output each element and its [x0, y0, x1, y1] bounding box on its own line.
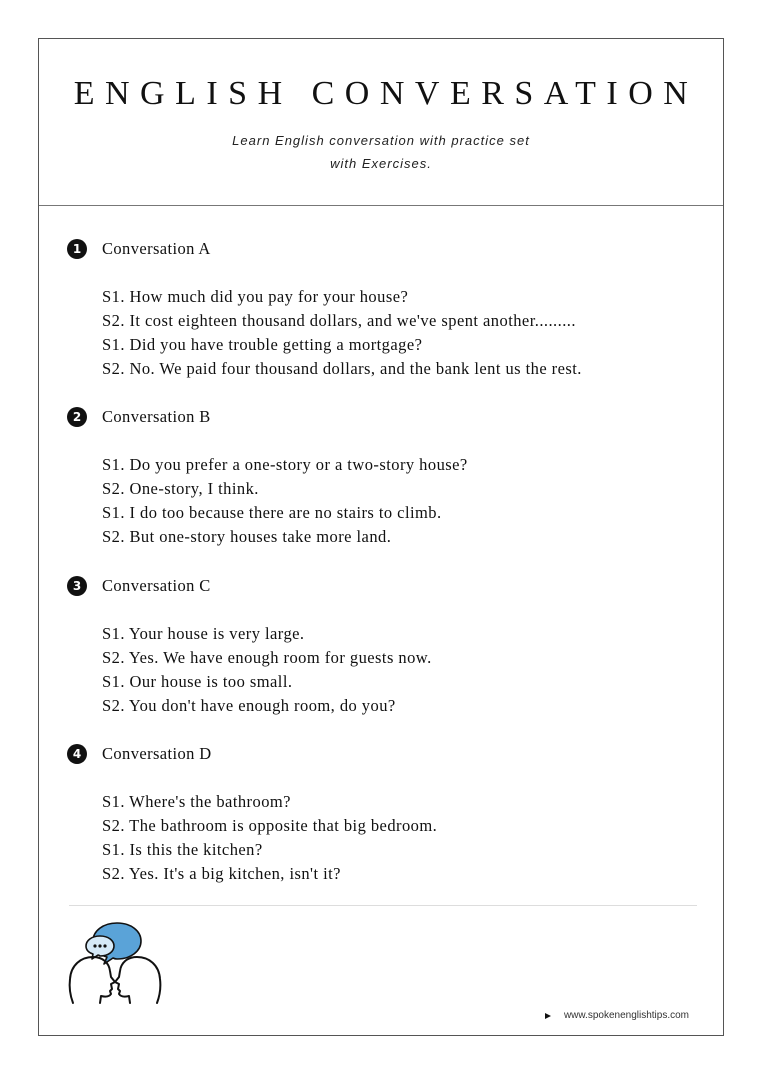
number-badge: 3: [67, 576, 87, 596]
dialogue-line: S1. I do too because there are no stairs to climb.: [102, 503, 442, 522]
conversation-heads-icon: [67, 919, 163, 1009]
conversation-a: [67, 237, 707, 381]
page-frame: [38, 38, 724, 1036]
dialogue-line: S2. It cost eighteen thousand dollars, and we've spent another.........: [102, 311, 576, 330]
section-title: Conversation A: [102, 239, 211, 258]
dialogue-line: S2. Yes. We have enough room for guests now.: [102, 648, 432, 667]
play-icon: [545, 1013, 551, 1019]
footer-divider: [69, 905, 697, 906]
dialogue-line: S1. Where's the bathroom?: [102, 792, 291, 811]
dialogue-line: S1. Your house is very large.: [102, 624, 305, 643]
header: [39, 39, 723, 206]
number-badge: 2: [67, 407, 87, 427]
dialogue-line: S1. Did you have trouble getting a mortgage?: [102, 335, 423, 354]
dialogue-line: S2. No. We paid four thousand dollars, and the bank lent us the rest.: [102, 359, 582, 378]
section-title: Conversation D: [102, 744, 212, 763]
number-badge: 1: [67, 239, 87, 259]
conversation-b: [67, 405, 707, 549]
section-title: Conversation B: [102, 407, 211, 426]
conversation-c: [67, 574, 707, 718]
dialogue-line: S1. Is this the kitchen?: [102, 840, 263, 859]
dialogue-line: S2. One-story, I think.: [102, 479, 259, 498]
subtitle-line-2: with Exercises.: [330, 156, 432, 171]
dialogue-line: S2. Yes. It's a big kitchen, isn't it?: [102, 864, 341, 883]
subtitle: [39, 129, 723, 175]
dialogue-line: S2. The bathroom is opposite that big bedroom.: [102, 816, 438, 835]
page-title: ENGLISH CONVERSATION: [73, 75, 699, 112]
subtitle-line-1: Learn English conversation with practice set: [232, 133, 530, 148]
conversation-d: [67, 742, 707, 886]
footer: [545, 1010, 689, 1021]
website-link[interactable]: www.spokenenglishtips.com: [563, 1010, 689, 1021]
dialogue-line: S1. Our house is too small.: [102, 672, 293, 691]
dialogue-line: S1. How much did you pay for your house?: [102, 287, 409, 306]
dialogue-line: S2. But one-story houses take more land.: [102, 527, 392, 546]
section-title: Conversation C: [102, 576, 211, 595]
dialogue-line: S2. You don't have enough room, do you?: [102, 696, 396, 715]
dialogue-line: S1. Do you prefer a one-story or a two-story house?: [102, 455, 468, 474]
number-badge: 4: [67, 744, 87, 764]
